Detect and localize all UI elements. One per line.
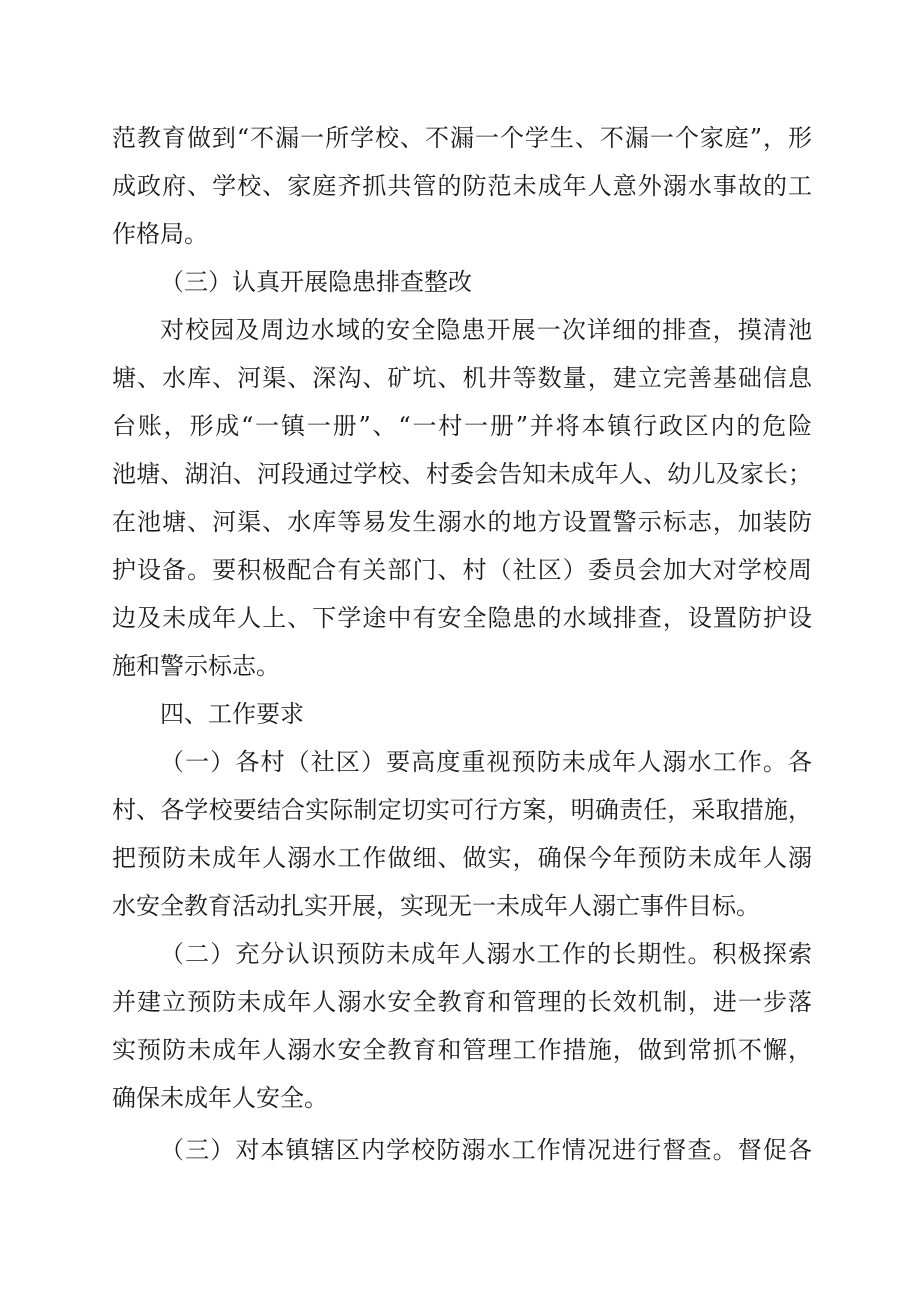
text-line: （二）充分认识预防未成年人溺水工作的长期性。积极探索 <box>160 940 812 968</box>
text-line: （三）对本镇辖区内学校防溺水工作情况进行督查。督促各 <box>160 1136 812 1164</box>
text-line: 对校园及周边水域的安全隐患开展一次详细的排查，摸清池 <box>160 316 812 344</box>
text-line: 把预防未成年人溺水工作做细、做实，确保今年预防未成年人溺 <box>112 844 812 872</box>
text-line: 并建立预防未成年人溺水安全教育和管理的长效机制，进一步落 <box>112 988 812 1016</box>
text-line: （一）各村（社区）要高度重视预防未成年人溺水工作。各 <box>160 748 812 776</box>
text-line: 在池塘、河渠、水库等易发生溺水的地方设置警示标志，加装防 <box>112 508 812 536</box>
text-line: 塘、水库、河渠、深沟、矿坑、机井等数量，建立完善基础信息 <box>112 364 812 392</box>
text-line: 村、各学校要结合实际制定切实可行方案，明确责任，采取措施， <box>112 796 812 824</box>
text-line: 确保未成年人安全。 <box>112 1084 328 1112</box>
text-line: 台账，形成“一镇一册”、“一村一册”并将本镇行政区内的危险 <box>112 412 812 440</box>
text-line: 范教育做到“不漏一所学校、不漏一个学生、不漏一个家庭”，形 <box>112 124 812 152</box>
text-line: 实预防未成年人溺水安全教育和管理工作措施，做到常抓不懈， <box>112 1036 812 1064</box>
text-line: 施和警示标志。 <box>112 652 280 680</box>
text-line: 护设备。要积极配合有关部门、村（社区）委员会加大对学校周 <box>112 556 812 584</box>
text-line: 水安全教育活动扎实开展，实现无一未成年人溺亡事件目标。 <box>112 892 760 920</box>
text-line: 成政府、学校、家庭齐抓共管的防范未成年人意外溺水事故的工 <box>112 172 812 200</box>
section-heading: （三）认真开展隐患排查整改 <box>160 268 472 296</box>
text-line: 作格局。 <box>112 220 208 248</box>
section-heading: 四、工作要求 <box>160 700 304 728</box>
text-line: 边及未成年人上、下学途中有安全隐患的水域排查，设置防护设 <box>112 604 812 632</box>
text-line: 池塘、湖泊、河段通过学校、村委会告知未成年人、幼儿及家长； <box>112 460 812 488</box>
